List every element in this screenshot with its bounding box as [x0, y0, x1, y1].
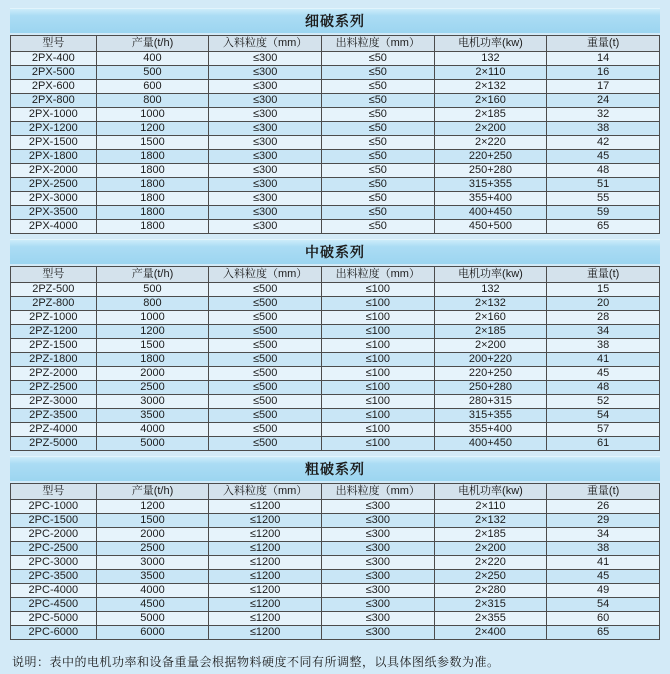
- cell-feed-size: ≤1200: [209, 528, 322, 542]
- cell-model: 2PX-3500: [11, 206, 97, 220]
- cell-output-size: ≤300: [321, 584, 434, 598]
- cell-capacity: 6000: [96, 626, 209, 640]
- cell-weight: 55: [547, 192, 660, 206]
- cell-model: 2PX-2500: [11, 178, 97, 192]
- cell-motor-power: 200+220: [434, 353, 547, 367]
- cell-feed-size: ≤1200: [209, 598, 322, 612]
- cell-motor-power: 2×185: [434, 108, 547, 122]
- cell-feed-size: ≤300: [209, 206, 322, 220]
- cell-output-size: ≤100: [321, 381, 434, 395]
- cell-output-size: ≤50: [321, 52, 434, 66]
- cell-motor-power: 355+400: [434, 423, 547, 437]
- cell-capacity: 1000: [96, 108, 209, 122]
- cell-motor-power: 2×220: [434, 136, 547, 150]
- cell-motor-power: 132: [434, 52, 547, 66]
- table-row: [11, 423, 660, 437]
- cell-weight: 48: [547, 164, 660, 178]
- table-row: [11, 220, 660, 234]
- cell-motor-power: 2×400: [434, 626, 547, 640]
- cell-weight: 14: [547, 52, 660, 66]
- table-row: [11, 570, 660, 584]
- cell-weight: 48: [547, 381, 660, 395]
- cell-output-size: ≤50: [321, 178, 434, 192]
- cell-feed-size: ≤300: [209, 94, 322, 108]
- cell-motor-power: 450+500: [434, 220, 547, 234]
- series-title-coarse: 粗破系列: [10, 456, 660, 481]
- cell-capacity: 1800: [96, 192, 209, 206]
- cell-capacity: 1800: [96, 220, 209, 234]
- cell-motor-power: 2×220: [434, 556, 547, 570]
- spec-table-coarse: [10, 483, 660, 640]
- cell-weight: 34: [547, 528, 660, 542]
- cell-output-size: ≤100: [321, 367, 434, 381]
- table-row: [11, 339, 660, 353]
- cell-capacity: 1200: [96, 122, 209, 136]
- footnote: 说明：表中的电机功率和设备重量会根据物料硬度不同有所调整，以具体图纸参数为准。: [12, 655, 500, 669]
- cell-model: 2PX-1800: [11, 150, 97, 164]
- cell-capacity: 1500: [96, 136, 209, 150]
- cell-model: 2PX-3000: [11, 192, 97, 206]
- col-header-model: 型号: [11, 484, 97, 500]
- cell-motor-power: 2×200: [434, 122, 547, 136]
- cell-model: 2PX-1200: [11, 122, 97, 136]
- cell-feed-size: ≤300: [209, 150, 322, 164]
- cell-feed-size: ≤500: [209, 325, 322, 339]
- cell-capacity: 500: [96, 283, 209, 297]
- cell-motor-power: 2×160: [434, 311, 547, 325]
- cell-feed-size: ≤300: [209, 192, 322, 206]
- cell-model: 2PC-4500: [11, 598, 97, 612]
- cell-motor-power: 2×110: [434, 500, 547, 514]
- cell-motor-power: 220+250: [434, 367, 547, 381]
- table-row: [11, 514, 660, 528]
- header-row: [11, 267, 660, 283]
- cell-model: 2PX-1000: [11, 108, 97, 122]
- table-row: [11, 626, 660, 640]
- cell-motor-power: 132: [434, 283, 547, 297]
- cell-model: 2PZ-500: [11, 283, 97, 297]
- cell-output-size: ≤300: [321, 598, 434, 612]
- table-row: [11, 500, 660, 514]
- cell-output-size: ≤50: [321, 206, 434, 220]
- cell-feed-size: ≤1200: [209, 612, 322, 626]
- table-row: [11, 80, 660, 94]
- table-row: [11, 150, 660, 164]
- cell-model: 2PZ-800: [11, 297, 97, 311]
- cell-output-size: ≤100: [321, 325, 434, 339]
- cell-feed-size: ≤300: [209, 178, 322, 192]
- cell-capacity: 1800: [96, 353, 209, 367]
- cell-feed-size: ≤300: [209, 220, 322, 234]
- cell-weight: 57: [547, 423, 660, 437]
- col-header-output-size: 出料粒度（mm）: [321, 267, 434, 283]
- cell-feed-size: ≤500: [209, 353, 322, 367]
- cell-capacity: 3000: [96, 395, 209, 409]
- cell-motor-power: 400+450: [434, 206, 547, 220]
- cell-model: 2PX-500: [11, 66, 97, 80]
- cell-capacity: 1200: [96, 500, 209, 514]
- cell-output-size: ≤50: [321, 164, 434, 178]
- cell-feed-size: ≤500: [209, 437, 322, 451]
- cell-output-size: ≤300: [321, 514, 434, 528]
- cell-weight: 52: [547, 395, 660, 409]
- col-header-motor-power: 电机功率(kw): [434, 36, 547, 52]
- cell-output-size: ≤50: [321, 192, 434, 206]
- table-row: [11, 206, 660, 220]
- cell-feed-size: ≤300: [209, 122, 322, 136]
- cell-weight: 54: [547, 598, 660, 612]
- table-row: [11, 94, 660, 108]
- cell-feed-size: ≤300: [209, 52, 322, 66]
- col-header-weight: 重量(t): [547, 484, 660, 500]
- cell-motor-power: 2×110: [434, 66, 547, 80]
- cell-weight: 24: [547, 94, 660, 108]
- cell-weight: 26: [547, 500, 660, 514]
- cell-model: 2PZ-2000: [11, 367, 97, 381]
- cell-motor-power: 2×132: [434, 297, 547, 311]
- table-body-fine: [11, 52, 660, 234]
- cell-weight: 49: [547, 584, 660, 598]
- cell-model: 2PZ-4000: [11, 423, 97, 437]
- cell-feed-size: ≤300: [209, 164, 322, 178]
- cell-capacity: 500: [96, 66, 209, 80]
- cell-output-size: ≤50: [321, 122, 434, 136]
- cell-output-size: ≤50: [321, 66, 434, 80]
- cell-capacity: 1800: [96, 206, 209, 220]
- table-row: [11, 395, 660, 409]
- cell-weight: 65: [547, 626, 660, 640]
- cell-weight: 16: [547, 66, 660, 80]
- cell-motor-power: 315+355: [434, 178, 547, 192]
- cell-output-size: ≤100: [321, 311, 434, 325]
- cell-motor-power: 2×200: [434, 542, 547, 556]
- cell-motor-power: 2×200: [434, 339, 547, 353]
- table-row: [11, 311, 660, 325]
- col-header-capacity: 产量(t/h): [96, 484, 209, 500]
- col-header-model: 型号: [11, 267, 97, 283]
- table-row: [11, 136, 660, 150]
- cell-capacity: 800: [96, 94, 209, 108]
- cell-capacity: 1000: [96, 311, 209, 325]
- cell-output-size: ≤300: [321, 612, 434, 626]
- cell-output-size: ≤300: [321, 556, 434, 570]
- cell-motor-power: 2×185: [434, 325, 547, 339]
- cell-model: 2PC-1000: [11, 500, 97, 514]
- table-body-coarse: [11, 500, 660, 640]
- cell-output-size: ≤50: [321, 220, 434, 234]
- cell-output-size: ≤100: [321, 409, 434, 423]
- table-row: [11, 325, 660, 339]
- cell-output-size: ≤100: [321, 395, 434, 409]
- cell-weight: 60: [547, 612, 660, 626]
- cell-weight: 20: [547, 297, 660, 311]
- cell-capacity: 5000: [96, 612, 209, 626]
- cell-capacity: 3500: [96, 409, 209, 423]
- cell-feed-size: ≤300: [209, 108, 322, 122]
- table-body-medium: [11, 283, 660, 451]
- header-row: [11, 484, 660, 500]
- cell-capacity: 3000: [96, 556, 209, 570]
- cell-capacity: 2000: [96, 367, 209, 381]
- cell-output-size: ≤100: [321, 283, 434, 297]
- cell-output-size: ≤100: [321, 423, 434, 437]
- cell-model: 2PX-800: [11, 94, 97, 108]
- cell-motor-power: 250+280: [434, 164, 547, 178]
- table-row: [11, 409, 660, 423]
- cell-weight: 38: [547, 542, 660, 556]
- cell-motor-power: 2×160: [434, 94, 547, 108]
- cell-model: 2PC-5000: [11, 612, 97, 626]
- cell-capacity: 2500: [96, 542, 209, 556]
- cell-model: 2PC-2500: [11, 542, 97, 556]
- cell-motor-power: 2×132: [434, 514, 547, 528]
- cell-model: 2PC-3000: [11, 556, 97, 570]
- table-row: [11, 381, 660, 395]
- col-header-weight: 重量(t): [547, 36, 660, 52]
- cell-weight: 28: [547, 311, 660, 325]
- cell-motor-power: 2×280: [434, 584, 547, 598]
- cell-feed-size: ≤500: [209, 409, 322, 423]
- cell-model: 2PX-1500: [11, 136, 97, 150]
- col-header-weight: 重量(t): [547, 267, 660, 283]
- cell-model: 2PZ-1800: [11, 353, 97, 367]
- cell-model: 2PZ-1500: [11, 339, 97, 353]
- cell-output-size: ≤300: [321, 542, 434, 556]
- col-header-feed-size: 入料粒度（mm）: [209, 484, 322, 500]
- table-row: [11, 556, 660, 570]
- cell-motor-power: 2×315: [434, 598, 547, 612]
- cell-motor-power: 2×132: [434, 80, 547, 94]
- cell-model: 2PZ-3500: [11, 409, 97, 423]
- cell-weight: 65: [547, 220, 660, 234]
- cell-feed-size: ≤500: [209, 297, 322, 311]
- cell-model: 2PZ-2500: [11, 381, 97, 395]
- cell-weight: 45: [547, 150, 660, 164]
- cell-motor-power: 280+315: [434, 395, 547, 409]
- table-row: [11, 353, 660, 367]
- cell-motor-power: 2×355: [434, 612, 547, 626]
- cell-output-size: ≤300: [321, 500, 434, 514]
- spec-table-medium: [10, 266, 660, 451]
- cell-weight: 42: [547, 136, 660, 150]
- cell-weight: 59: [547, 206, 660, 220]
- cell-capacity: 1800: [96, 150, 209, 164]
- cell-output-size: ≤100: [321, 339, 434, 353]
- cell-capacity: 4500: [96, 598, 209, 612]
- cell-output-size: ≤50: [321, 136, 434, 150]
- cell-model: 2PX-400: [11, 52, 97, 66]
- cell-capacity: 1200: [96, 325, 209, 339]
- cell-feed-size: ≤500: [209, 423, 322, 437]
- cell-model: 2PX-600: [11, 80, 97, 94]
- table-row: [11, 52, 660, 66]
- cell-output-size: ≤50: [321, 80, 434, 94]
- cell-motor-power: 250+280: [434, 381, 547, 395]
- col-header-feed-size: 入料粒度（mm）: [209, 36, 322, 52]
- cell-weight: 29: [547, 514, 660, 528]
- cell-weight: 51: [547, 178, 660, 192]
- table-row: [11, 178, 660, 192]
- cell-motor-power: 355+400: [434, 192, 547, 206]
- table-row: [11, 164, 660, 178]
- cell-weight: 17: [547, 80, 660, 94]
- col-header-output-size: 出料粒度（mm）: [321, 36, 434, 52]
- col-header-model: 型号: [11, 36, 97, 52]
- cell-model: 2PC-4000: [11, 584, 97, 598]
- cell-motor-power: 2×185: [434, 528, 547, 542]
- cell-model: 2PZ-5000: [11, 437, 97, 451]
- cell-feed-size: ≤500: [209, 311, 322, 325]
- col-header-motor-power: 电机功率(kw): [434, 267, 547, 283]
- col-header-capacity: 产量(t/h): [96, 267, 209, 283]
- cell-feed-size: ≤1200: [209, 626, 322, 640]
- cell-motor-power: 315+355: [434, 409, 547, 423]
- cell-feed-size: ≤300: [209, 66, 322, 80]
- cell-capacity: 2500: [96, 381, 209, 395]
- series-title-fine: 细破系列: [10, 8, 660, 33]
- cell-weight: 45: [547, 570, 660, 584]
- cell-capacity: 4000: [96, 584, 209, 598]
- cell-output-size: ≤50: [321, 150, 434, 164]
- col-header-capacity: 产量(t/h): [96, 36, 209, 52]
- cell-weight: 38: [547, 122, 660, 136]
- cell-weight: 41: [547, 353, 660, 367]
- header-row: [11, 36, 660, 52]
- cell-model: 2PX-2000: [11, 164, 97, 178]
- col-header-feed-size: 入料粒度（mm）: [209, 267, 322, 283]
- cell-model: 2PC-1500: [11, 514, 97, 528]
- cell-output-size: ≤50: [321, 108, 434, 122]
- cell-capacity: 400: [96, 52, 209, 66]
- cell-feed-size: ≤1200: [209, 584, 322, 598]
- cell-weight: 41: [547, 556, 660, 570]
- cell-feed-size: ≤1200: [209, 542, 322, 556]
- cell-output-size: ≤100: [321, 437, 434, 451]
- spec-table-fine: [10, 35, 660, 234]
- table-row: [11, 584, 660, 598]
- cell-model: 2PC-2000: [11, 528, 97, 542]
- col-header-output-size: 出料粒度（mm）: [321, 484, 434, 500]
- cell-output-size: ≤100: [321, 297, 434, 311]
- series-title-medium: 中破系列: [10, 239, 660, 264]
- cell-output-size: ≤50: [321, 94, 434, 108]
- cell-model: 2PC-3500: [11, 570, 97, 584]
- cell-capacity: 5000: [96, 437, 209, 451]
- col-header-motor-power: 电机功率(kw): [434, 484, 547, 500]
- cell-model: 2PX-4000: [11, 220, 97, 234]
- table-row: [11, 528, 660, 542]
- cell-output-size: ≤100: [321, 353, 434, 367]
- cell-capacity: 600: [96, 80, 209, 94]
- cell-feed-size: ≤500: [209, 283, 322, 297]
- cell-capacity: 2000: [96, 528, 209, 542]
- cell-weight: 15: [547, 283, 660, 297]
- cell-weight: 38: [547, 339, 660, 353]
- cell-feed-size: ≤300: [209, 136, 322, 150]
- table-row: [11, 108, 660, 122]
- cell-motor-power: 2×250: [434, 570, 547, 584]
- cell-output-size: ≤300: [321, 570, 434, 584]
- cell-capacity: 800: [96, 297, 209, 311]
- cell-capacity: 1500: [96, 514, 209, 528]
- cell-capacity: 4000: [96, 423, 209, 437]
- cell-capacity: 1500: [96, 339, 209, 353]
- cell-capacity: 1800: [96, 178, 209, 192]
- cell-model: 2PZ-1000: [11, 311, 97, 325]
- cell-model: 2PC-6000: [11, 626, 97, 640]
- cell-capacity: 1800: [96, 164, 209, 178]
- cell-motor-power: 400+450: [434, 437, 547, 451]
- cell-weight: 45: [547, 367, 660, 381]
- cell-feed-size: ≤500: [209, 367, 322, 381]
- cell-output-size: ≤300: [321, 528, 434, 542]
- cell-output-size: ≤300: [321, 626, 434, 640]
- table-row: [11, 122, 660, 136]
- table-row: [11, 192, 660, 206]
- cell-feed-size: ≤1200: [209, 556, 322, 570]
- table-row: [11, 283, 660, 297]
- cell-weight: 32: [547, 108, 660, 122]
- table-row: [11, 367, 660, 381]
- cell-weight: 61: [547, 437, 660, 451]
- cell-feed-size: ≤300: [209, 80, 322, 94]
- cell-feed-size: ≤500: [209, 395, 322, 409]
- cell-feed-size: ≤1200: [209, 570, 322, 584]
- cell-weight: 34: [547, 325, 660, 339]
- cell-feed-size: ≤500: [209, 339, 322, 353]
- cell-model: 2PZ-1200: [11, 325, 97, 339]
- cell-feed-size: ≤1200: [209, 500, 322, 514]
- table-row: [11, 542, 660, 556]
- table-row: [11, 66, 660, 80]
- table-row: [11, 297, 660, 311]
- cell-weight: 54: [547, 409, 660, 423]
- cell-capacity: 3500: [96, 570, 209, 584]
- cell-model: 2PZ-3000: [11, 395, 97, 409]
- table-row: [11, 598, 660, 612]
- cell-feed-size: ≤1200: [209, 514, 322, 528]
- table-row: [11, 437, 660, 451]
- table-row: [11, 612, 660, 626]
- cell-feed-size: ≤500: [209, 381, 322, 395]
- cell-motor-power: 220+250: [434, 150, 547, 164]
